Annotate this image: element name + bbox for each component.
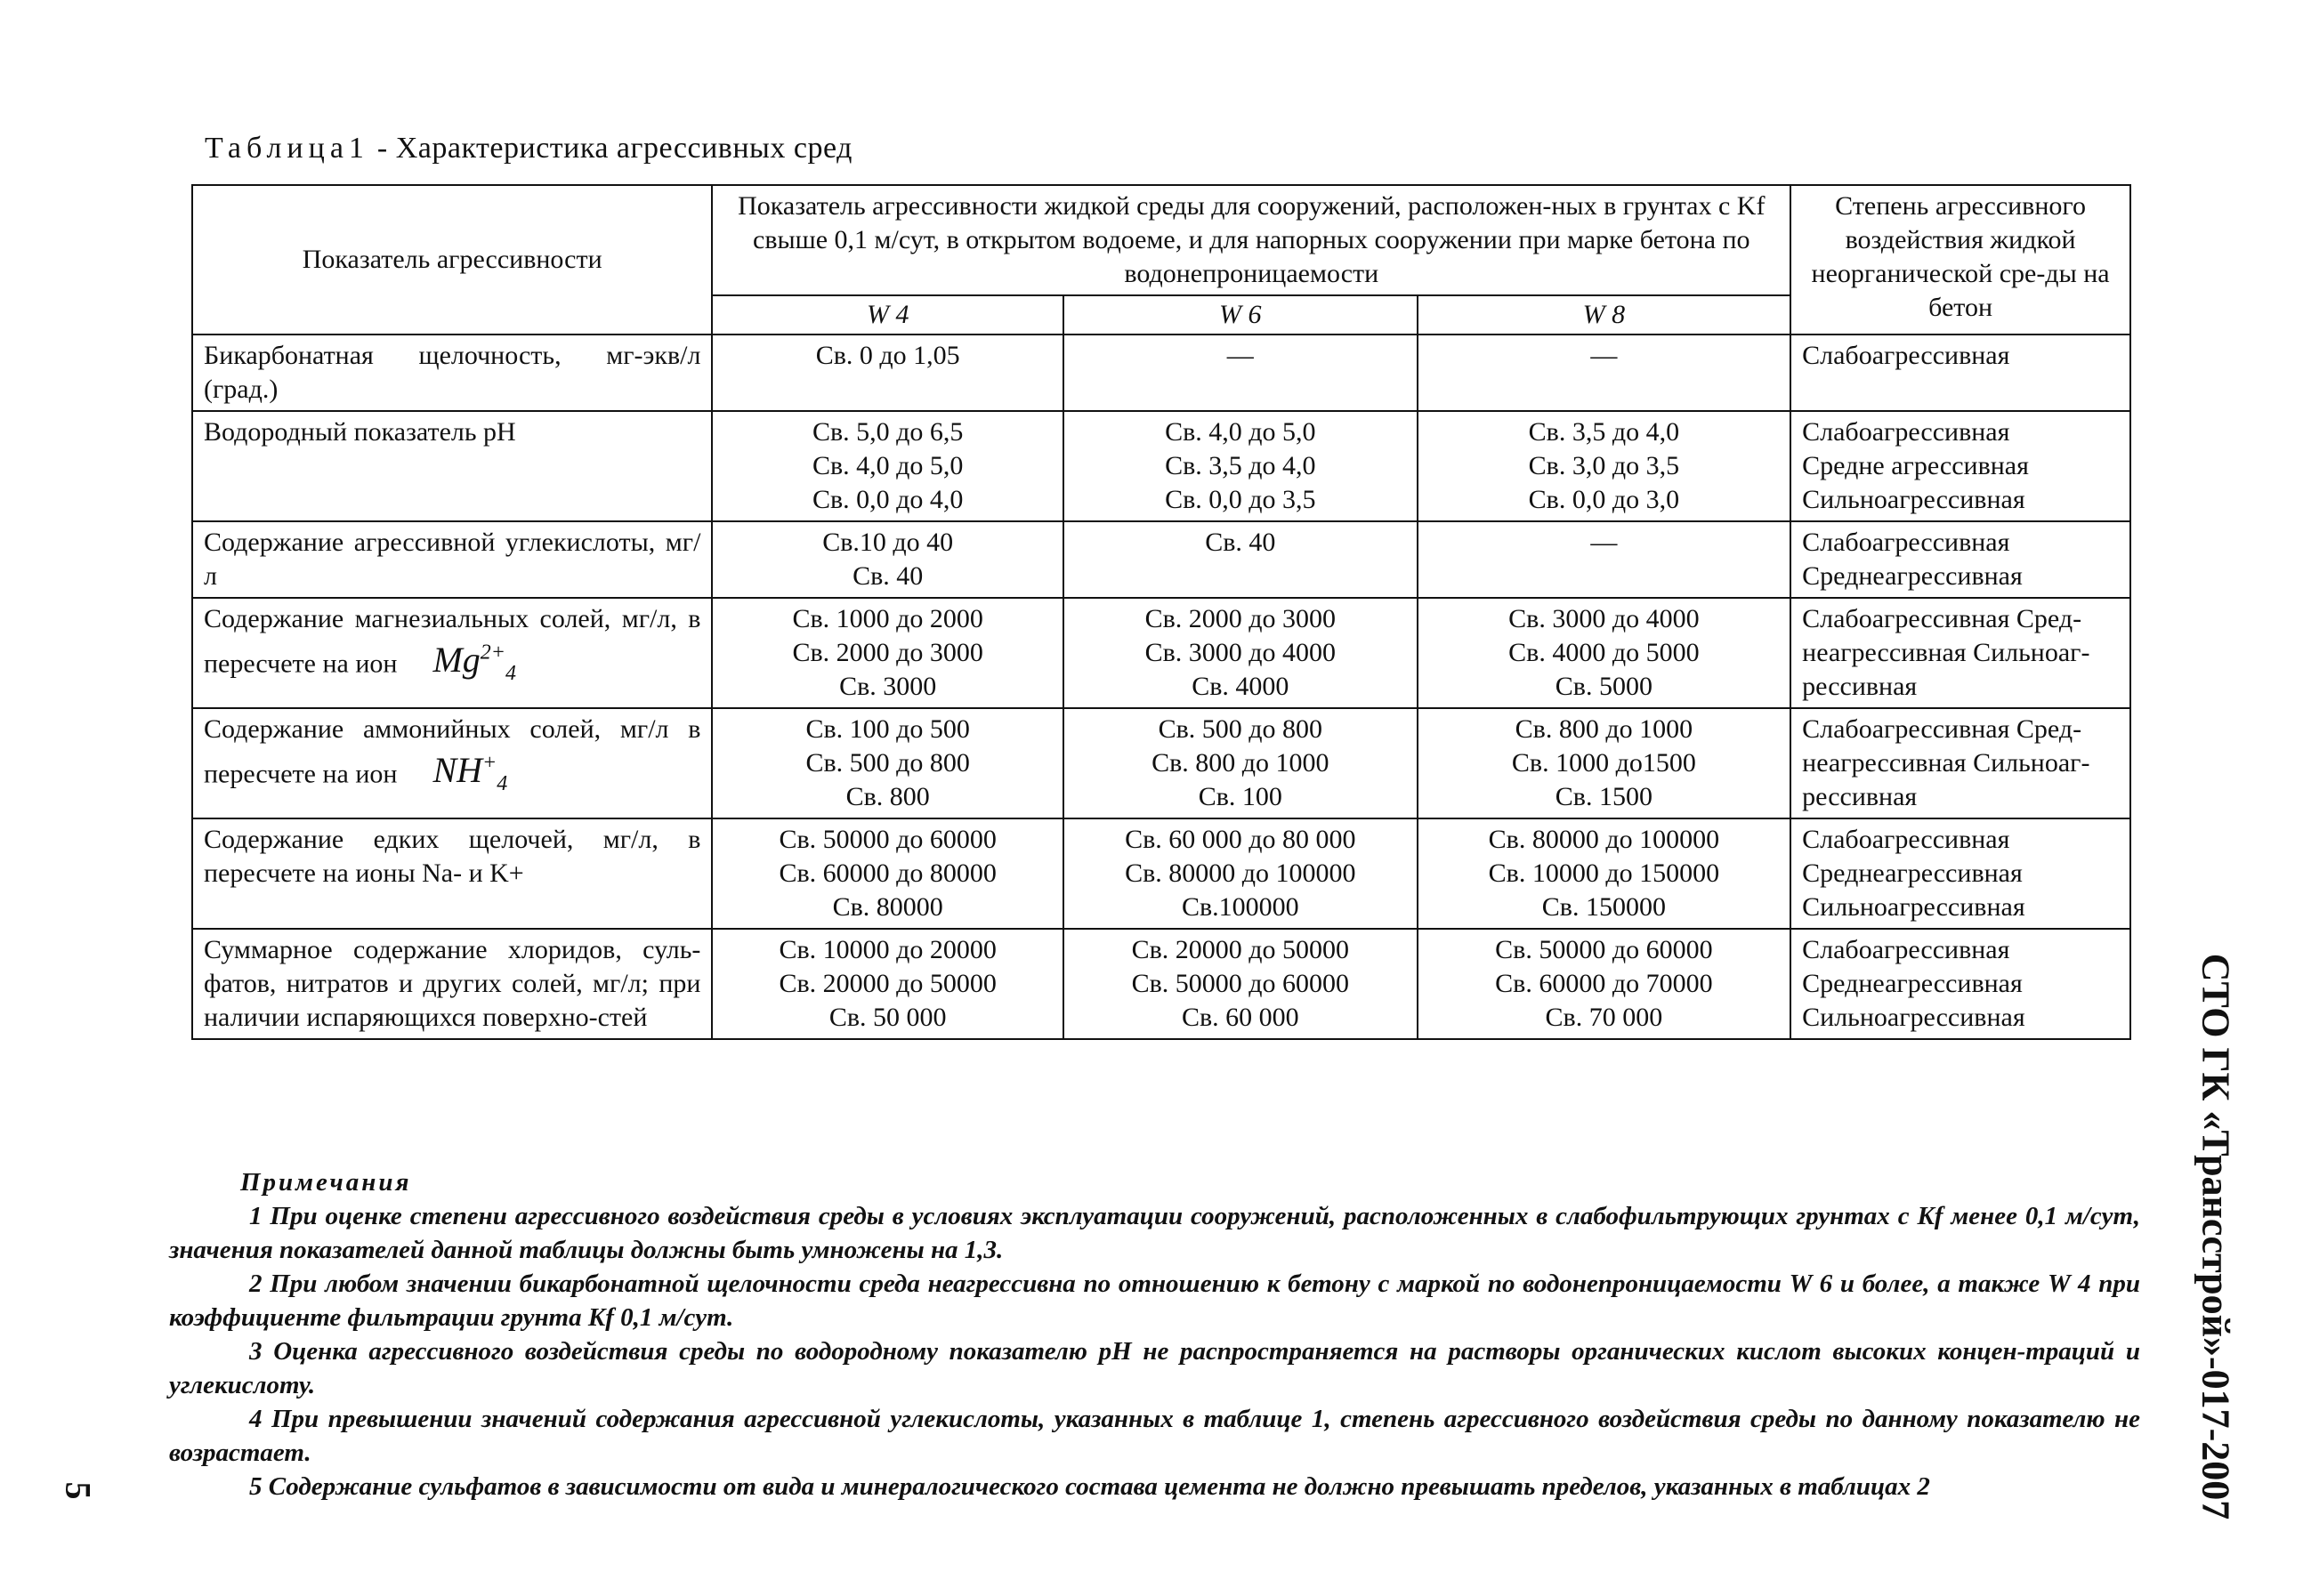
table-row — [192, 598, 2130, 708]
header-aggressiveness: Показатель агрессивности жидкой среды для сооружений, расположен-ных в грунтах с Kf свыше 0,1 м/сут, в открытом водоеме, и для напорных сооружении при марке бетона по водонепроницаемости — [712, 185, 1790, 295]
value-line: Св. 4000 — [1192, 672, 1289, 701]
row-indicator — [192, 411, 712, 521]
cell-w8 — [1418, 335, 1791, 411]
value-line: Св. 4,0 до 5,0 — [1165, 417, 1316, 447]
header-w6: W 6 — [1063, 295, 1418, 335]
cell-w6 — [1063, 929, 1418, 1039]
value-line: Св. 50 000 — [828, 1003, 947, 1032]
cell-w6 — [1063, 708, 1418, 818]
cell-w6 — [1063, 598, 1418, 708]
value-line: Св. 3000 до 4000 — [1144, 638, 1337, 667]
cell-w8 — [1418, 818, 1791, 929]
value-line: Св. 1500 — [1555, 782, 1653, 811]
degree-line: Слабоагрессивная — [1802, 935, 2010, 964]
value-line: Св. 3,5 до 4,0 — [1165, 451, 1316, 480]
cell-degree — [1790, 521, 2130, 598]
value-line: Св. 1000 до1500 — [1511, 748, 1696, 778]
value-line: Св. 10000 до 150000 — [1488, 858, 1720, 888]
degree-line: Среднеагрессивная — [1802, 969, 2023, 998]
value-line: Св. 50000 до 60000 — [1495, 935, 1713, 964]
value-line: Св. 80000 — [832, 892, 943, 922]
indicator-text: Водородный показатель pH — [204, 417, 516, 447]
cell-w4 — [712, 521, 1063, 598]
degree-line: Сильноагрессивная — [1802, 485, 2025, 514]
indicator-text: Содержание аммонийных солей, мг/л в пересчете на ион — [204, 714, 701, 789]
table-row — [192, 335, 2130, 411]
value-line: Св. 60000 до 80000 — [779, 858, 997, 888]
header-degree: Степень агрессивного воздействия жидкой неорганической сре-ды на бетон — [1790, 185, 2130, 335]
value-line: Св. 3,5 до 4,0 — [1528, 417, 1680, 447]
value-line: Св. 2000 до 3000 — [1144, 604, 1337, 633]
degree-line: Слабоагрессивная — [1802, 528, 2010, 557]
value-line: Св. 0,0 до 3,0 — [1528, 485, 1680, 514]
value-line: Св. 100 до 500 — [805, 714, 970, 744]
ion-formula-base: Mg — [432, 640, 481, 681]
value-line: — — [1590, 341, 1618, 370]
degree-line: неагрессивная Сильноаг- — [1802, 748, 2090, 778]
degree-line: Слабоагрессивная Сред- — [1802, 714, 2082, 744]
cell-w6 — [1063, 521, 1418, 598]
row-indicator — [192, 818, 712, 929]
table-title: - Характеристика агрессивных сред — [376, 132, 853, 165]
value-line: Св. 50000 до 60000 — [1131, 969, 1350, 998]
value-line: Св. 0,0 до 3,5 — [1165, 485, 1316, 514]
value-line: Св. 800 до 1000 — [1515, 714, 1693, 744]
degree-line: Сильноагрессивная — [1802, 1003, 2025, 1032]
ion-formula-index: 4 — [497, 772, 508, 796]
cell-degree — [1790, 598, 2130, 708]
cell-w6 — [1063, 335, 1418, 411]
value-line: Св.10 до 40 — [822, 528, 954, 557]
ion-formula-base: NH — [432, 750, 483, 791]
value-line: Св. 60000 до 70000 — [1495, 969, 1713, 998]
cell-w8 — [1418, 708, 1791, 818]
value-line: Св. 40 — [1205, 528, 1276, 557]
indicator-text: Суммарное содержание хлоридов, суль-фатов, нитратов и других солей, мг/л; при наличии испаряющихся поверхно-стей — [204, 935, 701, 1032]
value-line: Св. 10000 до 20000 — [779, 935, 997, 964]
table-row — [192, 818, 2130, 929]
note-item: 3 Оценка агрессивного воздействия среды по водородному показателю pH не распространяется на растворы органических кислот высоких концен-траций и углекислоту. — [169, 1337, 2140, 1399]
degree-line: Слабоагрессивная — [1802, 825, 2010, 854]
aggressive-media-table — [191, 184, 2131, 1040]
cell-degree — [1790, 335, 2130, 411]
table-caption — [205, 132, 853, 165]
ion-formula-charge: 2+ — [480, 641, 505, 665]
cell-degree — [1790, 411, 2130, 521]
ion-formula-charge: + — [482, 752, 497, 775]
ion-formula-index: 4 — [505, 662, 516, 686]
indicator-text: Содержание едких щелочей, мг/л, в пересчете на ионы Na- и K+ — [204, 825, 701, 888]
table-header-row — [192, 185, 2130, 295]
value-line: Св. 50000 до 60000 — [779, 825, 997, 854]
value-line: Св. 5,0 до 6,5 — [812, 417, 964, 447]
value-line: Св. 3,0 до 3,5 — [1528, 451, 1680, 480]
degree-line: Среднеагрессивная — [1802, 561, 2023, 591]
value-line: Св. 3000 — [839, 672, 937, 701]
header-w8: W 8 — [1418, 295, 1791, 335]
cell-w4 — [712, 708, 1063, 818]
side-document-title — [2189, 952, 2242, 1521]
table-row — [192, 708, 2130, 818]
ion-formula — [432, 750, 508, 796]
value-line: Св. 100 — [1198, 782, 1282, 811]
value-line: Св. 60 000 — [1181, 1003, 1299, 1032]
degree-line: рессивная — [1802, 672, 1918, 701]
value-line: Св. 80000 до 100000 — [1488, 825, 1720, 854]
degree-line: Слабоагрессивная Сред- — [1802, 604, 2082, 633]
cell-w4 — [712, 411, 1063, 521]
row-indicator — [192, 708, 712, 818]
cell-w6 — [1063, 818, 1418, 929]
table-row — [192, 411, 2130, 521]
page-number: 5 — [58, 1481, 99, 1500]
value-line: Св. 800 — [845, 782, 930, 811]
value-line: Св. 3000 до 4000 — [1508, 604, 1700, 633]
notes-title: Примечания — [240, 1168, 412, 1197]
row-indicator — [192, 929, 712, 1039]
value-line: Св. 20000 до 50000 — [779, 969, 997, 998]
value-line: Св. 70 000 — [1545, 1003, 1663, 1032]
header-indicator: Показатель агрессивности — [192, 185, 712, 335]
note-item: 4 При превышении значений содержания агрессивной углекислоты, указанных в таблице 1, степень агрессивного воздействия среды по данному показателю не возрастает. — [169, 1405, 2140, 1467]
indicator-text: Бикарбонатная щелочность, мг-экв/л (град.) — [204, 341, 701, 404]
cell-w6 — [1063, 411, 1418, 521]
row-indicator — [192, 598, 712, 708]
value-line: Св. 150000 — [1541, 892, 1666, 922]
value-line: Св. 4,0 до 5,0 — [812, 451, 964, 480]
value-line: Св. 1000 до 2000 — [792, 604, 983, 633]
value-line: Св. 80000 до 100000 — [1125, 858, 1356, 888]
header-w4: W 4 — [712, 295, 1063, 335]
value-line: Св. 20000 до 50000 — [1131, 935, 1350, 964]
value-line: Св. 40 — [853, 561, 924, 591]
value-line: Св. 800 до 1000 — [1152, 748, 1329, 778]
cell-w8 — [1418, 521, 1791, 598]
cell-degree — [1790, 818, 2130, 929]
value-line: Св. 0,0 до 4,0 — [812, 485, 964, 514]
cell-w8 — [1418, 929, 1791, 1039]
note-item: 2 При любом значении бикарбонатной щелочности среда неагрессивна по отношению к бетону с маркой по водонепроницаемости W 6 и более, а также W 4 при коэффициенте фильтрации грунта Kf 0,1 м/сут. — [169, 1270, 2140, 1332]
degree-line: рессивная — [1802, 782, 1918, 811]
value-line: — — [1590, 528, 1618, 557]
cell-degree — [1790, 929, 2130, 1039]
value-line: Св. 500 до 800 — [805, 748, 970, 778]
cell-degree — [1790, 708, 2130, 818]
degree-line: Средне агрессивная — [1802, 451, 2029, 480]
indicator-text: Содержание магнезиальных солей, мг/л, в пересчете на ион — [204, 604, 701, 679]
degree-line: Слабоагрессивная — [1802, 341, 2010, 370]
table-label: Таблица1 — [205, 132, 369, 165]
indicator-text: Содержание агрессивной углекислоты, мг/л — [204, 528, 701, 591]
degree-line: неагрессивная Сильноаг- — [1802, 638, 2090, 667]
cell-w4 — [712, 929, 1063, 1039]
table-row — [192, 929, 2130, 1039]
note-item: 5 Содержание сульфатов в зависимости от вида и минералогического состава цемента не должно превышать пределов, указанных в таблицах 2 — [249, 1472, 1930, 1501]
degree-line: Среднеагрессивная — [1802, 858, 2023, 888]
row-indicator — [192, 521, 712, 598]
cell-w4 — [712, 818, 1063, 929]
notes-section — [169, 1165, 2140, 1503]
value-line: Св. 2000 до 3000 — [792, 638, 983, 667]
cell-w4 — [712, 335, 1063, 411]
value-line: Св. 0 до 1,05 — [815, 341, 960, 370]
note-item: 1 При оценке степени агрессивного воздействия среды в условиях эксплуатации сооружений, расположенных в слабофильтрующих грунтах с Kf менее 0,1 м/сут, значения показателей данной таблицы должны быть умножены на 1,3. — [169, 1202, 2140, 1264]
row-indicator — [192, 335, 712, 411]
cell-w8 — [1418, 598, 1791, 708]
cell-w4 — [712, 598, 1063, 708]
value-line: Св. 60 000 до 80 000 — [1125, 825, 1356, 854]
ion-formula — [432, 640, 516, 686]
cell-w8 — [1418, 411, 1791, 521]
value-line: Св. 5000 — [1555, 672, 1653, 701]
value-line: — — [1226, 341, 1254, 370]
degree-line: Слабоагрессивная — [1802, 417, 2010, 447]
value-line: Св.100000 — [1181, 892, 1299, 922]
degree-line: Сильноагрессивная — [1802, 892, 2025, 922]
document-code: СТО ГК «Трансстрой»-017-2007 — [2194, 953, 2238, 1520]
table-row — [192, 521, 2130, 598]
value-line: Св. 4000 до 5000 — [1508, 638, 1700, 667]
value-line: Св. 500 до 800 — [1158, 714, 1323, 744]
